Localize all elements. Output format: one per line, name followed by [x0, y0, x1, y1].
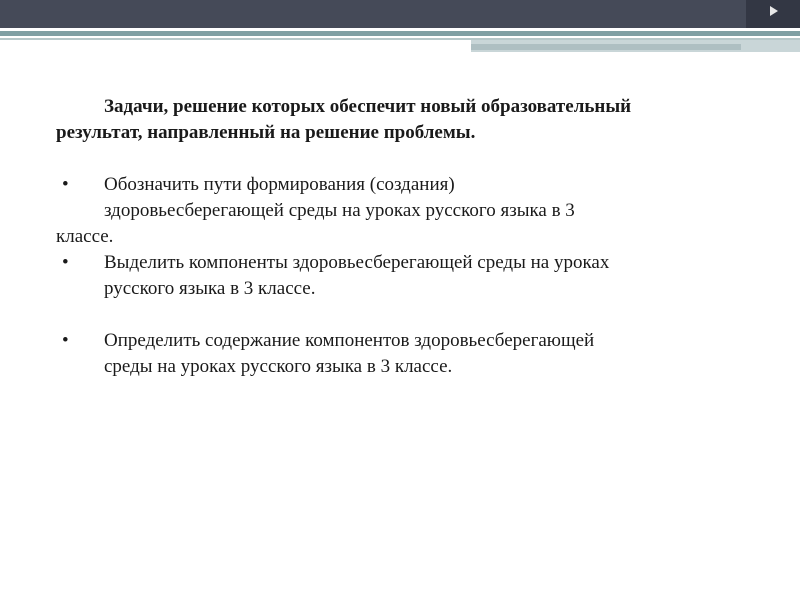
item-1-line-1: Обозначить пути формирования (создания) — [104, 174, 455, 195]
bullet-icon: • — [62, 252, 69, 273]
item-3-line-2: среды на уроках русского языка в 3 классе. — [104, 356, 453, 377]
top-banner — [0, 0, 800, 28]
heading-line-1: Задачи, решение которых обеспечит новый образовательный — [104, 96, 632, 117]
item-1-line-3: классе. — [56, 226, 114, 247]
list-spacer — [56, 302, 746, 328]
list-item — [56, 328, 746, 380]
bullet-icon: • — [62, 174, 69, 195]
bullet-icon: • — [62, 330, 69, 351]
accent-stripe — [0, 31, 800, 36]
item-2-line-2: русского языка в 3 классе. — [104, 278, 316, 299]
slide-heading — [56, 94, 746, 146]
right-triangle-icon — [770, 6, 778, 16]
list-item — [56, 172, 746, 250]
accent-block-inner — [471, 44, 741, 50]
task-list — [56, 172, 746, 380]
item-3-line-1: Определить содержание компонентов здоровьесберегающей — [104, 330, 595, 351]
list-item — [56, 250, 746, 302]
item-1-line-2: здоровьесберегающей среды на уроках русского языка в 3 — [104, 200, 575, 221]
heading-line-2: результат, направленный на решение проблемы. — [56, 122, 476, 143]
slide-content — [56, 94, 746, 380]
item-2-line-1: Выделить компоненты здоровьесберегающей среды на уроках — [104, 252, 610, 273]
